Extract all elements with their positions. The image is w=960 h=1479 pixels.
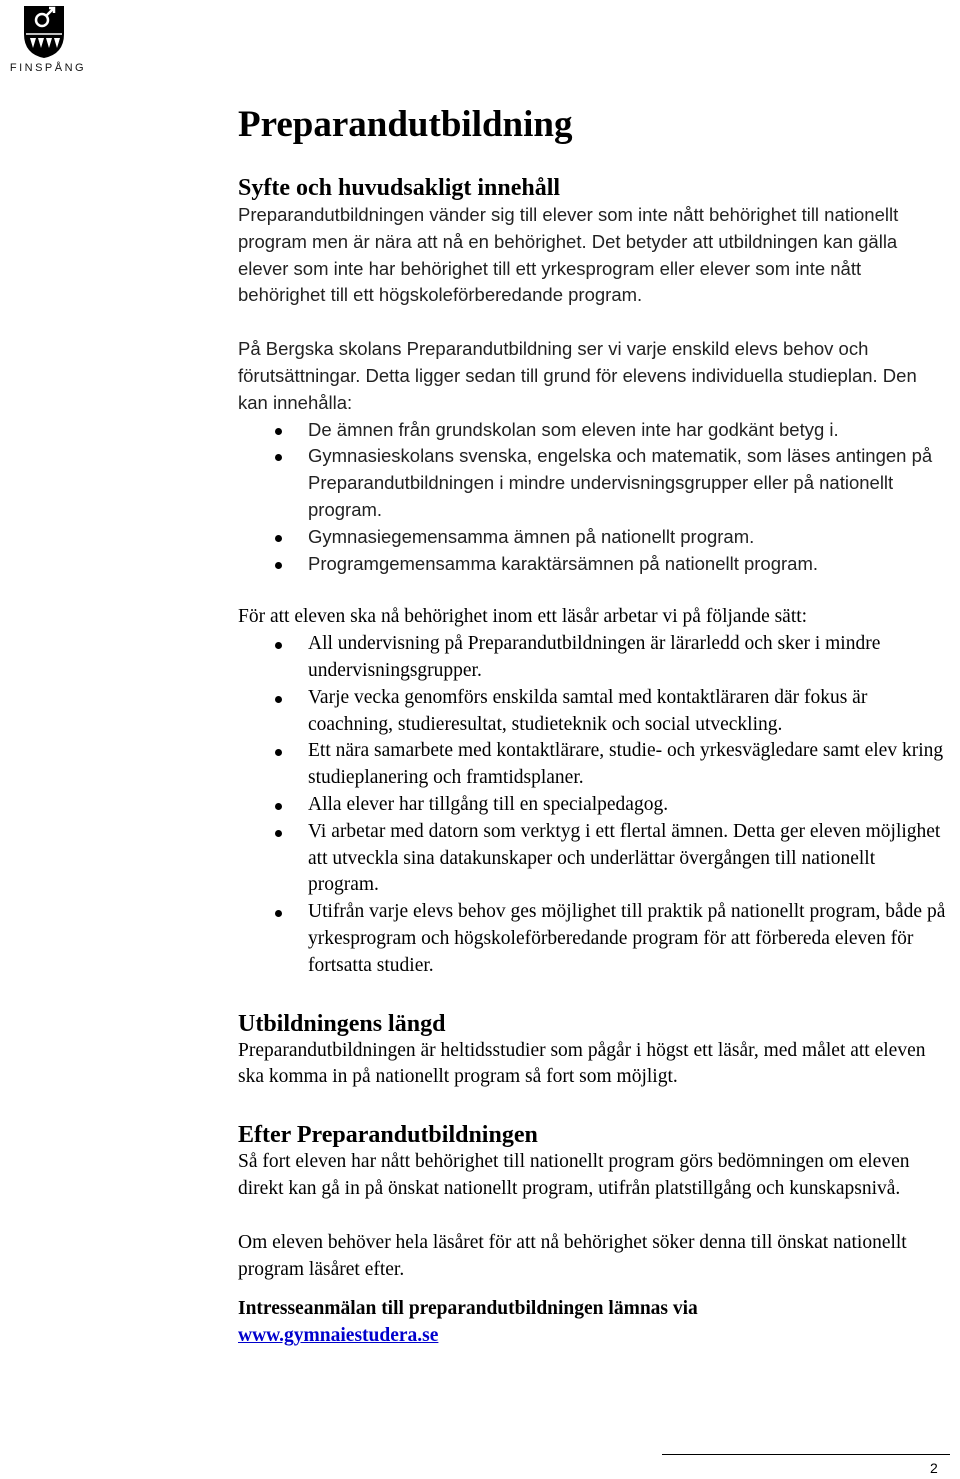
methods-list xyxy=(238,631,950,979)
bullet-icon xyxy=(275,535,282,542)
list-item: Alla elever har tillgång till en specialpedagog. xyxy=(238,792,950,819)
list-item: Programgemensamma karaktärsämnen på nationellt program. xyxy=(238,551,950,578)
coat-of-arms-icon xyxy=(4,4,84,60)
duration-paragraph: Preparandutbildningen är heltidsstudier som pågår i högst ett läsår, med målet att eleven ska komma in på nationellt program så fort som möjligt. xyxy=(238,1039,926,1088)
footer-divider xyxy=(662,1454,950,1455)
list-item: Vi arbetar med datorn som verktyg i ett flertal ämnen. Detta ger eleven möjlighet att utveckla sina datakunskaper och underlättar övergången till nationellt program. xyxy=(238,819,950,899)
bullet-icon xyxy=(275,696,282,703)
after-paragraph: Så fort eleven har nått behörighet till nationellt program görs bedömningen om eleven direkt kan gå in på önskat nationellt program, utifrån platstillgång och kunskapsnivå. xyxy=(238,1151,910,1199)
section-heading-purpose: Syfte och huvudsakligt innehåll xyxy=(238,175,561,201)
signup-text: Intresseanmälan till preparandutbildningen lämnas via xyxy=(238,1298,698,1320)
list-item: Utifrån varje elevs behov ges möjlighet till praktik på nationellt program, både på yrkesprogram och högskoleförberedande program för att förbereda eleven för fortsatta studier. xyxy=(238,899,950,979)
section-heading-after: Efter Preparandutbildningen xyxy=(238,1122,538,1149)
study-plan-list xyxy=(238,417,950,578)
page-title: Preparandutbildning xyxy=(238,104,573,145)
municipality-logo xyxy=(4,4,87,76)
bullet-icon xyxy=(275,749,282,756)
section-heading-duration: Utbildningens längd xyxy=(238,1010,446,1037)
bullet-icon xyxy=(275,428,282,435)
list-item: Gymnasiegemensamma ämnen på nationellt program. xyxy=(238,524,950,551)
bullet-icon xyxy=(275,803,282,810)
logo-text: FINSPÅNG xyxy=(9,62,87,74)
methods-intro-paragraph: För att eleven ska nå behörighet inom ett läsår arbetar vi på följande sätt: xyxy=(238,606,808,628)
bullet-icon xyxy=(275,454,282,461)
bullet-icon xyxy=(275,910,282,917)
document-body xyxy=(238,100,950,1350)
bullet-icon xyxy=(275,642,282,649)
list-item: All undervisning på Preparandutbildningen är lärarledd och sker i mindre undervisningsgrupper. xyxy=(238,631,950,685)
page-number: 2 xyxy=(930,1460,938,1476)
list-item: Varje vecka genomförs enskilda samtal med kontaktläraren där fokus är coachning, studieresultat, studieteknik och social utveckling. xyxy=(238,685,950,739)
bergska-paragraph: På Bergska skolans Preparandutbildning ser vi varje enskild elevs behov och förutsättningar. Detta ligger sedan till grund för elevens individuella studieplan. Den kan innehålla: xyxy=(238,338,917,413)
list-item: Gymnasieskolans svenska, engelska och matematik, som läses antingen på Preparandutbildningen i mindre undervisningsgrupper eller på nationellt program. xyxy=(238,443,950,523)
purpose-paragraph: Preparandutbildningen vänder sig till elever som inte nått behörighet till nationellt program men är nära att nå en behörighet. Det betyder att utbildningen kan gälla elever som inte har behörighet till ett yrkesprogram eller elever som inte nått behörighet till ett högskoleförberedande program. xyxy=(238,204,899,306)
bullet-icon xyxy=(275,562,282,569)
signup-link[interactable]: www.gymnaiestudera.se xyxy=(238,1325,439,1347)
list-item: De ämnen från grundskolan som eleven inte har godkänt betyg i. xyxy=(238,417,950,444)
full-year-paragraph: Om eleven behöver hela läsåret för att nå behörighet söker denna till önskat nationellt program läsåret efter. xyxy=(238,1231,907,1280)
list-item: Ett nära samarbete med kontaktlärare, studie- och yrkesvägledare samt elev kring studieplanering och framtidsplaner. xyxy=(238,738,950,792)
bullet-icon xyxy=(275,830,282,837)
